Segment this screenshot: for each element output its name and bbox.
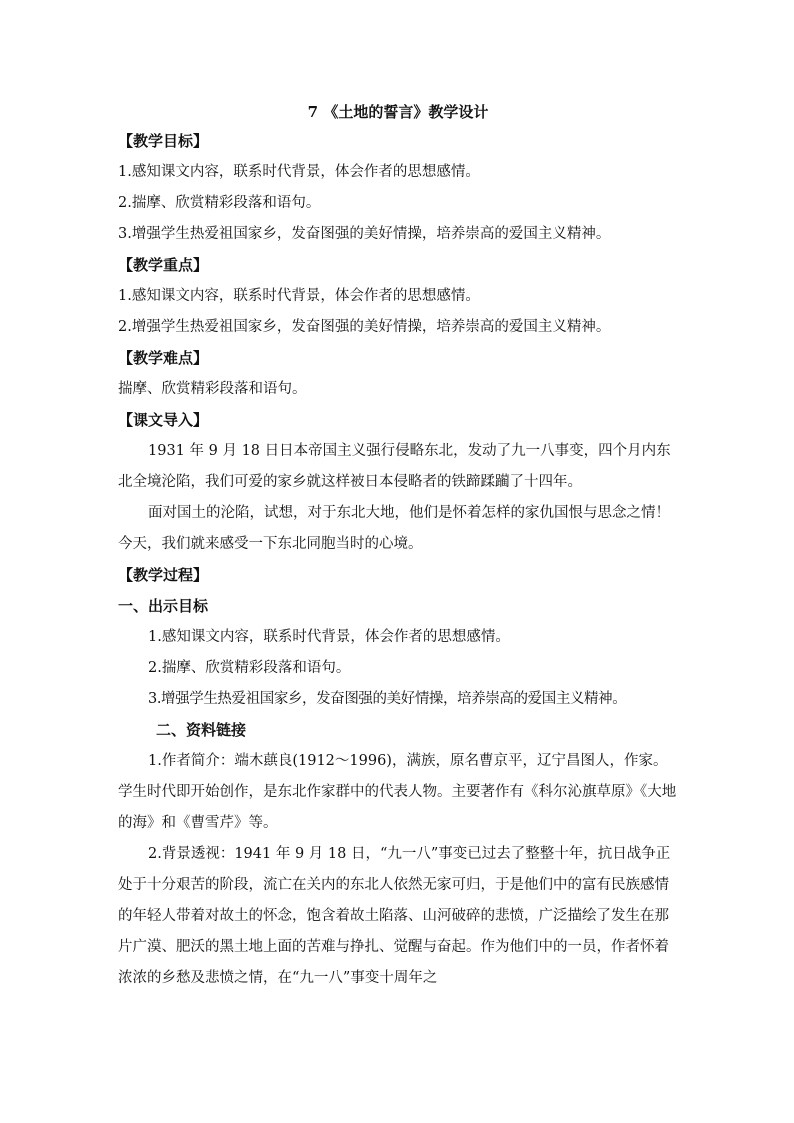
section-heading-process: 【教学过程】 xyxy=(118,566,209,584)
key-point-item: 2.增强学生热爱祖国家乡，发奋图强的美好情操，培养崇高的爱国主义精神。 xyxy=(118,319,611,335)
section-heading-objectives: 【教学目标】 xyxy=(118,132,209,150)
process-objective-item: 1.感知课文内容，联系时代背景，体会作者的思想感情。 xyxy=(148,629,510,645)
document-title: 7 《土地的誓言》教学设计 xyxy=(307,103,489,121)
resource-paragraph: 1.作者简介：端木蕻良(1912～1996)，满族，原名曹京平，辽宁昌图人，作家。学生时代即开始创作，是东北作家群中的代表人物。主要著作有《科尔沁旗草原》《大地的海》和《曹雪芹》等。 xyxy=(118,753,677,831)
objective-item: 2.揣摩、欣赏精彩段落和语句。 xyxy=(118,195,321,211)
key-point-item: 1.感知课文内容，联系时代背景，体会作者的思想感情。 xyxy=(118,288,480,304)
process-part1-heading: 一、出示目标 xyxy=(118,597,209,615)
process-objective-item: 3.增强学生热爱祖国家乡，发奋图强的美好情操，培养崇高的爱国主义精神。 xyxy=(148,691,627,707)
section-heading-difficulties: 【教学难点】 xyxy=(118,349,209,367)
process-part2-heading: 二、资料链接 xyxy=(156,721,247,739)
introduction-paragraph: 1931 年 9 月 18 日日本帝国主义强行侵略东北，发动了九一八事变，四个月内东北全境沦陷，我们可爱的家乡就这样被日本侵略者的铁蹄蹂躏了十四年。 xyxy=(118,443,671,490)
introduction-paragraph: 面对国土的沦陷，试想，对于东北大地，他们是怀着怎样的家仇国恨与思念之情！ 今天，我们就来感受一下东北同胞当时的心境。 xyxy=(118,505,670,552)
objective-item: 1.感知课文内容，联系时代背景，体会作者的思想感情。 xyxy=(118,164,480,180)
section-heading-key-points: 【教学重点】 xyxy=(118,256,209,274)
document-page xyxy=(118,100,678,994)
resource-paragraph: 2.背景透视：1941 年 9 月 18 日，“九一八”事变已过去了整整十年，抗日战争正处于十分艰苦的阶段，流亡在关内的东北人依然无家可归，于是他们中的富有民族感情的年轻人带着对故土的怀念，饱含着故土陷落、山河破碎的悲愤，广泛描绘了发生在那片广漠、肥沃的黑土地上面的苦难与挣扎、觉醒与奋起。作为他们中的一员，作者怀着浓浓的乡愁及悲愤之情，在“九一八”事变十周年之 xyxy=(118,846,671,986)
objective-item: 3.增强学生热爱祖国家乡，发奋图强的美好情操，培养崇高的爱国主义精神。 xyxy=(118,226,611,242)
difficulty-item: 揣摩、欣赏精彩段落和语句。 xyxy=(118,381,307,397)
process-objective-item: 2.揣摩、欣赏精彩段落和语句。 xyxy=(148,660,351,676)
section-heading-introduction: 【课文导入】 xyxy=(118,411,209,429)
